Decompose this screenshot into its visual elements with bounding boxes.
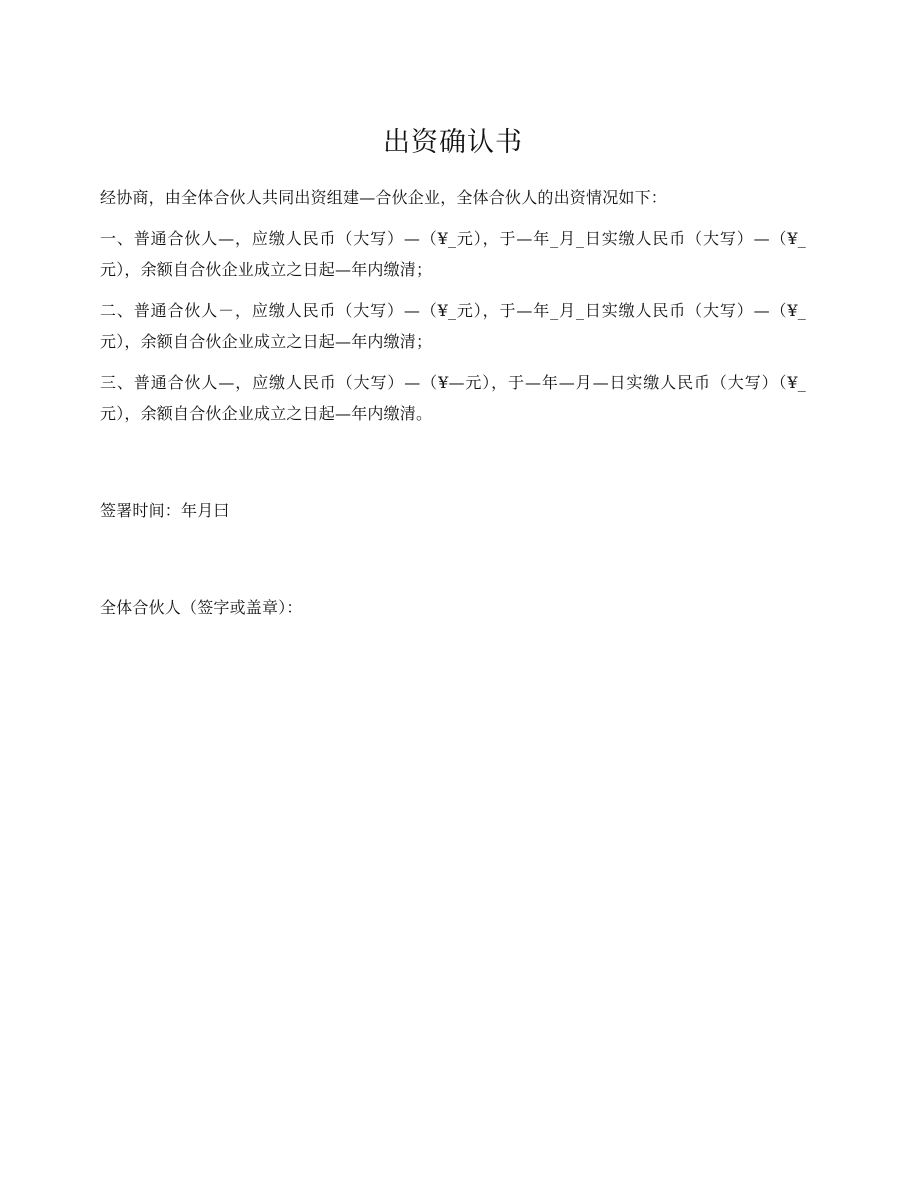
clause-one: 一、普通合伙人—，应缴人民币（大写）—（¥_元），于—年_月_日实缴人民币（大写）—（¥_元），余额自合伙企业成立之日起—年内缴清；	[100, 229, 806, 279]
intro-paragraph: 经协商，由全体合伙人共同出资组建—合伙企业，全体合伙人的出资情况如下：	[100, 188, 668, 207]
clause-three: 三、普通合伙人—，应缴人民币（大写）—（¥—元），于—年—月—日实缴人民币（大写）（¥_元），余额自合伙企业成立之日起—年内缴清。	[100, 373, 806, 423]
clause-two: 二、普通合伙人－，应缴人民币（大写）—（¥_元），于—年_月_日实缴人民币（大写）—（¥_元），余额自合伙企业成立之日起—年内缴清；	[100, 301, 806, 351]
document-title: 出资确认书	[383, 127, 523, 158]
document-content	[100, 122, 806, 623]
signing-time: 签署时间：年月曰	[100, 501, 230, 520]
signature-label: 全体合伙人（签字或盖章）：	[100, 598, 303, 617]
